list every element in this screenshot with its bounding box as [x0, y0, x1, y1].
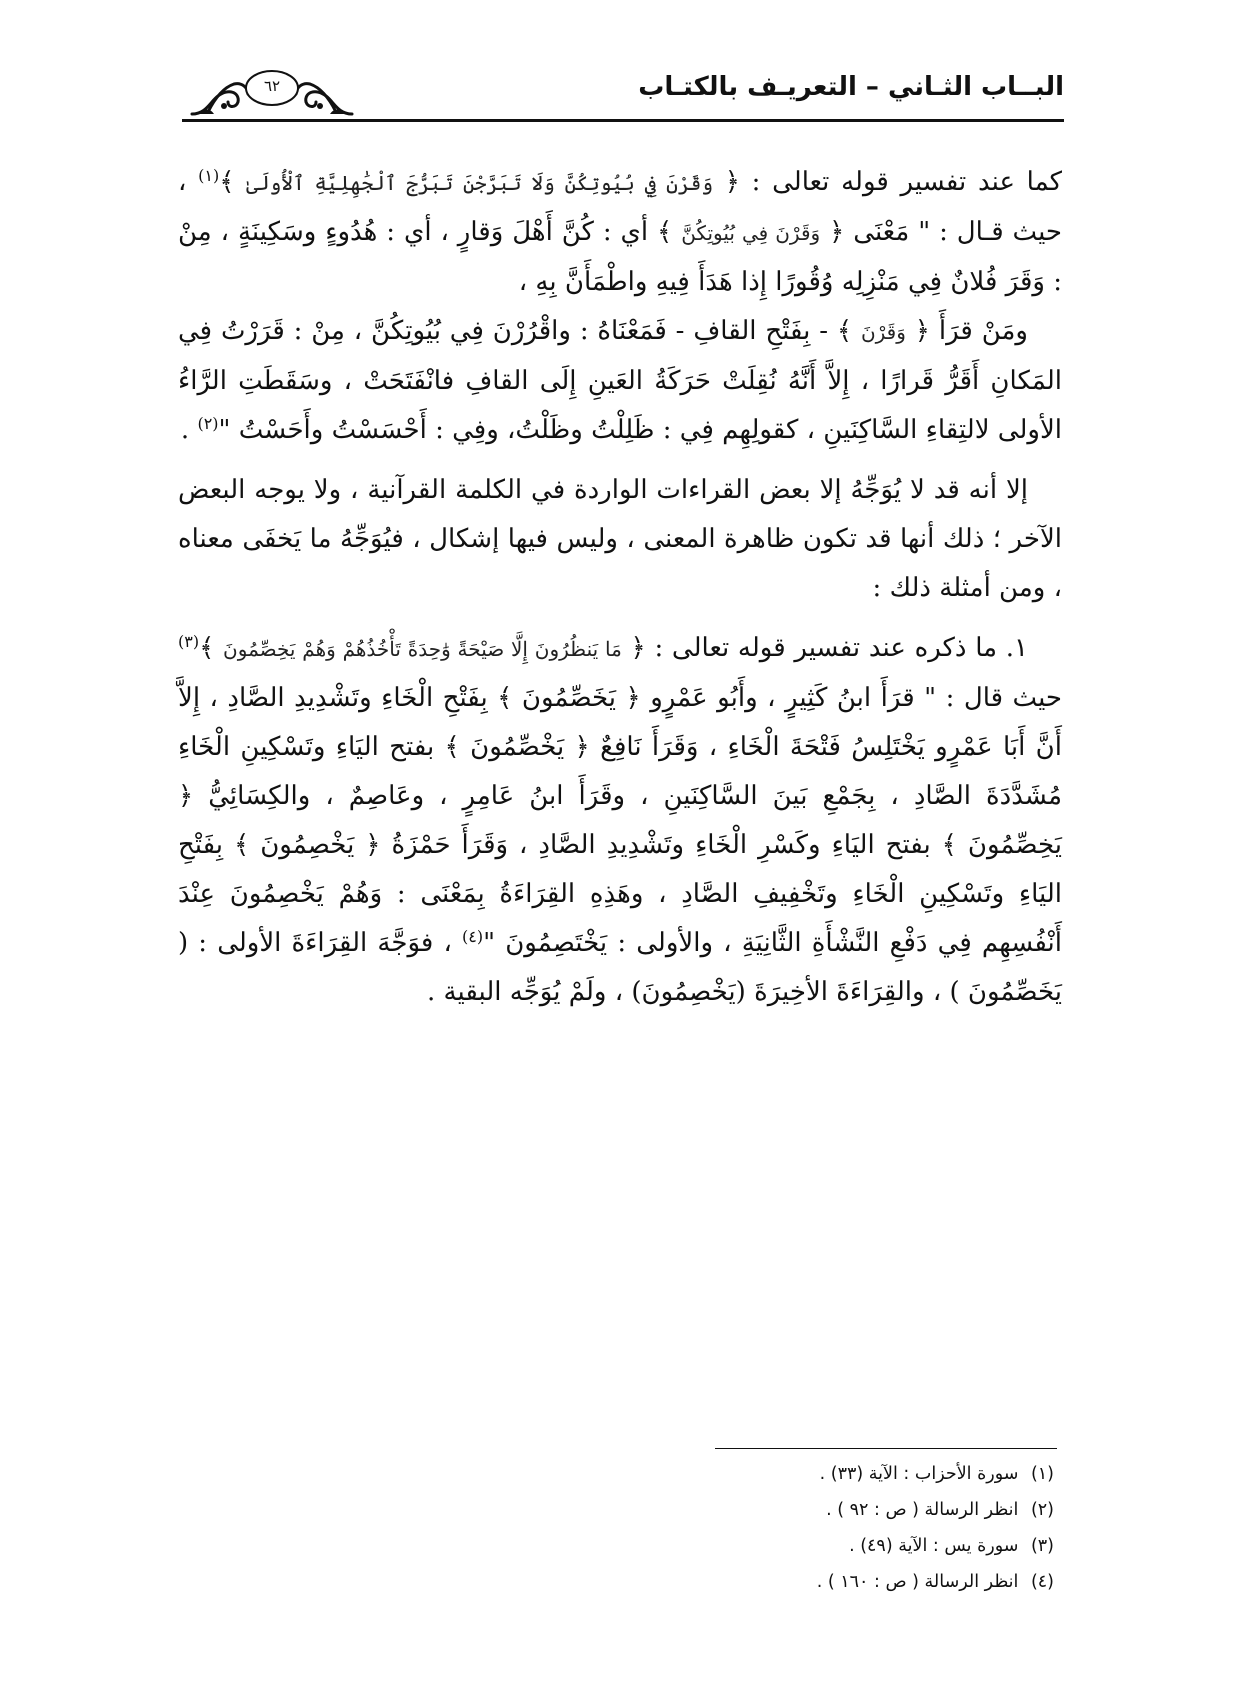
footnote-item — [554, 1456, 1054, 1492]
footnote-text: انظر الرسالة ( ص : ١٦٠ ) . — [816, 1572, 1019, 1592]
footnotes — [554, 1456, 1054, 1600]
text-run: ﴾ أي : كُنَّ أَهْلَ وَقارٍ ، أي : هُدُوءٍ وسَكِينَةٍ ، مِنْ : وَقَرَ فُلانٌ فِي مَنْزِلِه وُقُورًا إِذا هَدَأَ فِيهِ واطْمَأَنَّ بِهِ ، — [178, 217, 1062, 297]
footnote-reference: (٤) — [462, 927, 484, 946]
page-number: ٦٢ — [263, 77, 281, 95]
text-run: . — [180, 415, 198, 445]
paragraph — [178, 307, 1062, 455]
text-run: ومَنْ قرَأَ ﴿ — [905, 316, 1028, 346]
footnote-item — [554, 1492, 1054, 1528]
paragraph — [178, 466, 1062, 613]
footnote-number: (١) — [1030, 1464, 1054, 1484]
footnote-number: (٣) — [1030, 1536, 1054, 1556]
footnote-separator — [715, 1448, 1057, 1449]
text-run: ١. ما ذكره عند تفسير قوله تعالى : ﴿ — [621, 633, 1029, 663]
text-run: ، فوَجَّهَ القِرَاءَةَ الأولى : ( يَخَصِّمُونَ ) ، والقِرَاءَةَ الأخِيرَةَ (يَخْصِمُونَ) ، ولَمْ يُوَجِّه البقية . — [178, 928, 1062, 1007]
text-run: ﴾ — [219, 167, 247, 197]
text-run: كما عند تفسير قوله تعالى : ﴿ — [713, 167, 1063, 197]
footnote-reference: (١) — [198, 166, 220, 185]
footnote-text: انظر الرسالة ( ص : ٩٢ ) . — [826, 1500, 1019, 1520]
body-text — [178, 158, 1062, 1017]
footnote-reference: (٢) — [197, 414, 219, 433]
chapter-title: البــاب الثـاني – التعريـف بالكتـاب — [638, 72, 1064, 102]
text-run: حيث قال : " قرَأَ ابنُ كَثِيرٍ ، وأَبُو عَمْرٍو ﴿ يَخَصِّمُونَ ﴾ بِفَتْحِ الْخَاءِ وتَشْدِيدِ الصَّادِ ، إِلاَّ أَنَّ أَبَا عَمْرٍو يَخْتَلِسُ فَتْحَةَ الْخَاءِ ، وَقَرَأَ نَافِعٌ ﴿ يَخْصِّمُونَ ﴾ بفتح اليَاءِ وتَسْكِينِ الْخَاءِ مُشَدَّدَةَ الصَّادِ ، بِجَمْعِ بَينَ السَّاكِنَينِ ، وقَرَأَ ابنُ عَامِرٍ ، وعَاصِمٌ ، والكِسَائِيُّ ﴿ يَخِصِّمُونَ ﴾ بفتح اليَاءِ وكَسْرِ الْخَاءِ وتَشْدِيدِ الصَّادِ ، وَقَرَأَ حَمْزَةُ ﴿ يَخْصِمُونَ ﴾ بِفَتْحِ اليَاءِ وتَسْكِينِ الْخَاءِ وتَخْفِيفِ الصَّادِ ، وهَذِهِ القِرَاءَةُ بِمَعْنَى : وَهُمْ يَخْصِمُونَ عِنْدَ أَنْفُسِهِم فِي دَفْعِ النَّشْأَةِ الثَّانِيَةِ ، والأولى : يَخْتَصِمُونَ " — [178, 683, 1063, 958]
running-header — [182, 62, 1064, 122]
paragraph — [178, 158, 1062, 307]
quran-quote: وَقَرْنَ فِي بُيُوتِكُنَّ — [681, 221, 821, 245]
quran-quote: مَا يَنظُرُونَ إِلَّا صَيْحَةً وَٰحِدَةً تَأْخُذُهُمْ وَهُمْ يَخِصِّمُونَ — [223, 637, 622, 661]
footnote-text: سورة يس : الآية (٤٩) . — [849, 1536, 1019, 1556]
footnote-item — [554, 1528, 1054, 1564]
footnote-number: (٤) — [1030, 1572, 1054, 1592]
footnote-text: سورة الأحزاب : الآية (٣٣) . — [819, 1464, 1019, 1484]
footnote-item — [554, 1564, 1054, 1600]
footnote-reference: (٣) — [178, 632, 200, 651]
quran-quote: وَقَرْنَ فِي بُيُوتِكُنَّ وَلَا تَبَرَّجْنَ تَبَرُّجَ ٱلْجَٰهِلِيَّةِ ٱلْأُولَىٰ — [246, 171, 714, 195]
text-run: ﴾ - بِفَتْحِ القافِ - فَمَعْنَاهُ : واقْرُرْنَ فِي بُيُوتِكُنَّ ، مِنْ : قَرَرْتُ فِي المَكانِ أَقَرُّ قَرارًا ، إِلاَّ أَنَّهُ نُقِلَتْ حَرَكَةُ العَينِ إِلَى القافِ فانْفَتَحَتْ ، وسَقَطَتِ الرَّاءُ الأولى لالتِقاءِ السَّاكِنَينِ ، كقولِهِم فِي : ظَلِلْتُ وظَلْتُ، وفِي : أَحْسَسْتُ وأَحَسْتُ " — [178, 316, 1062, 445]
quran-quote: وَقَرْنَ — [860, 320, 906, 344]
footnote-number: (٢) — [1030, 1500, 1054, 1520]
paragraph — [178, 624, 1062, 1017]
text-run: إلا أنه قد لا يُوَجِّهُ إلا بعض القراءات الواردة في الكلمة القرآنية ، ولا يوجه البعض الآخر ؛ ذلك أنها قد تكون ظاهرة المعنى ، وليس فيها إشكال ، فيُوَجِّهُ ما يَخفَى معناه ، ومن أمثلة ذلك : — [178, 475, 1062, 603]
header-rule — [182, 119, 1064, 122]
text-run: ﴾ — [199, 633, 224, 663]
text-run: ، حيث قـال : " مَعْنَى ﴿ — [178, 167, 1062, 247]
